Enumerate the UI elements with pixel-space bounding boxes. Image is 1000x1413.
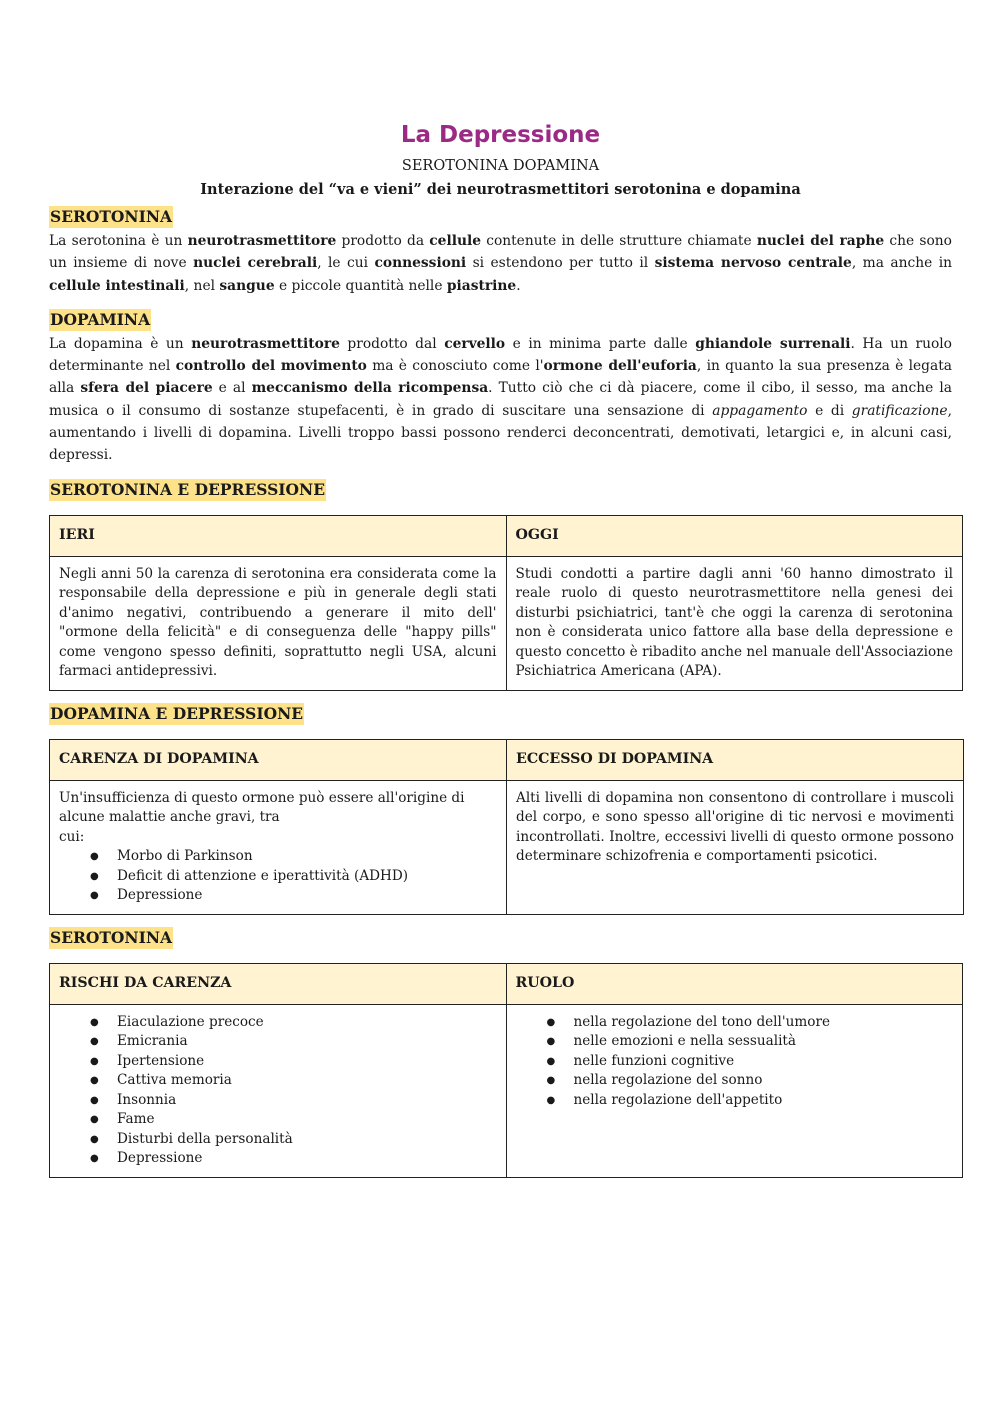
ruolo-list (516, 1013, 954, 1111)
subtitle-2: Interazione del “va e vieni” dei neurotrasmettitori serotonina e dopamina (200, 181, 801, 198)
section-heading-serotonina-depressione: SEROTONINA E DEPRESSIONE (50, 479, 326, 499)
table-cell-eccesso: Alti livelli di dopamina non consentono di controllare i muscoli del corpo, e sono spesso all'origine di tic nervosi e movimenti incontrollati. Inoltre, eccessivi livelli di questo ormone possono determinare schizofrenia e comportamenti psicotici. (507, 780, 964, 914)
list-item: ● nelle emozioni e nella sessualità (547, 1032, 954, 1052)
list-item: ● nella regolazione dell'appetito (547, 1091, 954, 1111)
carenza-intro-cont: cui: (59, 828, 85, 845)
text-run: ma è conosciuto come l' (366, 358, 544, 375)
section-dopamina-depressione (49, 699, 952, 915)
table-cell-carenza (50, 780, 507, 914)
rischi-list (59, 1013, 497, 1169)
table-cell-ieri: Negli anni 50 la carenza di serotonina era considerata come la responsabile della depressione e più in generale degli stati d'animo negativi, contribuendo a generare il mito dell' "ormone della felicità" e di conseguenza delle "happy pills" come vengono spesso definiti, soprattutto negli USA, alcuni farmaci antidepressivi. (50, 556, 507, 690)
list-item: ● Depressione (90, 886, 497, 906)
list-item: ● nelle funzioni cognitive (547, 1052, 954, 1072)
text-run: e piccole quantità nelle (274, 277, 447, 294)
table-rischi-ruolo (49, 963, 963, 1178)
text-run: , in quanto la sua presenza è legata alla (49, 358, 952, 397)
text-run: prodotto da (336, 233, 430, 249)
section-heading-serotonina: SEROTONINA (50, 207, 173, 226)
text-run: gratificazione (851, 402, 948, 419)
carenza-intro: Un'insufficienza di questo ormone può essere all'origine di alcune malattie anche gravi, tra (59, 789, 465, 826)
section-serotonina-rischi (49, 923, 952, 1178)
text-run: La serotonina è un (49, 233, 188, 249)
section-heading-dopamina-depressione: DOPAMINA E DEPRESSIONE (50, 703, 304, 723)
subtitle-1: SEROTONINA DOPAMINA (401, 158, 600, 174)
text-run: sangue (219, 277, 275, 294)
text-run: , aumentando i livelli di dopamina. Livelli troppo bassi possono renderci deconcentrati, demotivati, letargici e, in alcuni casi, depressi. (49, 402, 952, 464)
text-run: neurotrasmettitore (187, 233, 337, 249)
table-header-eccesso: ECCESSO DI DOPAMINA (507, 739, 964, 780)
text-run: cellule intestinali (49, 277, 185, 294)
table-header-ieri: IERI (50, 515, 507, 556)
text-run: neurotrasmettitore (191, 335, 340, 352)
list-item: ● Cattiva memoria (90, 1071, 497, 1091)
dopamina-paragraph (49, 333, 952, 467)
text-run: , le cui (317, 255, 375, 272)
text-run: meccanismo della ricompensa (251, 380, 489, 397)
list-item: ● Insonnia (90, 1091, 497, 1111)
list-item: ● Fame (90, 1110, 497, 1130)
list-item: ● Emicrania (90, 1032, 497, 1052)
text-run: . Ha un ruolo determinante nel (49, 335, 952, 375)
text-run: e al (212, 380, 252, 397)
table-header-oggi: OGGI (506, 515, 963, 556)
carenza-list (59, 847, 497, 906)
table-header-rischi: RISCHI DA CARENZA (50, 963, 507, 1004)
text-run: , nel (184, 277, 220, 294)
table-ieri-oggi (49, 515, 963, 691)
text-run: nuclei del raphe (756, 233, 885, 249)
section-serotonina-depressione (49, 475, 952, 691)
list-item: ● nella regolazione del tono dell'umore (547, 1013, 954, 1033)
table-header-ruolo: RUOLO (506, 963, 963, 1004)
table-carenza-eccesso (49, 739, 964, 915)
table-header-carenza: CARENZA DI DOPAMINA (50, 739, 507, 780)
text-run: . (516, 277, 521, 294)
text-run: cellule (429, 233, 481, 249)
text-run: contenute in delle strutture chiamate (481, 233, 757, 249)
text-run: che sono un insieme di nove (49, 233, 952, 272)
section-dopamina (49, 305, 952, 467)
text-run: e di (807, 402, 852, 419)
text-run: sfera del piacere (80, 380, 213, 397)
text-run: controllo del movimento (175, 358, 367, 375)
list-item: ● Eiaculazione precoce (90, 1013, 497, 1033)
text-run: nuclei cerebrali (193, 255, 318, 272)
table-cell-oggi: Studi condotti a partire dagli anni '60 hanno dimostrato il reale ruolo di questo neurotrasmettitore nella genesi dei disturbi psichiatrici, tant'è che oggi la carenza di serotonina non è considerata unico fattore alla base della depressione e questo concetto è ribadito anche nel manuale dell'Associazione Psichiatrica Americana (APA). (506, 556, 963, 690)
text-run: prodotto dal (339, 335, 445, 352)
text-run: appagamento (712, 402, 808, 419)
list-item: ● Deficit di attenzione e iperattività (ADHD) (90, 867, 497, 887)
list-item: ● Disturbi della personalità (90, 1130, 497, 1150)
list-item: ● Ipertensione (90, 1052, 497, 1072)
section-heading-serotonina-2: SEROTONINA (50, 927, 173, 947)
list-item: ● Morbo di Parkinson (90, 847, 497, 867)
list-item: ● Depressione (90, 1149, 497, 1169)
section-serotonina (49, 202, 952, 297)
text-run: . Tutto ciò che ci dà piacere, come il cibo, il sesso, ma anche la musica o il consumo di sostanze stupefacenti, è in grado di suscitare una sensazione di (49, 380, 952, 419)
document-page (49, 118, 952, 1178)
text-run: piastrine (446, 277, 517, 294)
section-heading-dopamina: DOPAMINA (50, 309, 151, 329)
text-run: La dopamina è un (49, 335, 192, 352)
text-run: ormone dell'euforia (543, 358, 697, 375)
text-run: e in minima parte dalle (505, 335, 696, 352)
text-run: cervello (444, 335, 506, 352)
text-run: si estendono per tutto il (466, 255, 655, 272)
text-run: ghiandole surrenali (695, 335, 851, 352)
table-cell-rischi (50, 1004, 507, 1177)
text-run: , ma anche in (851, 255, 952, 272)
page-title: La Depressione (400, 122, 601, 148)
serotonina-paragraph (49, 230, 952, 297)
list-item: ● nella regolazione del sonno (547, 1071, 954, 1091)
table-cell-ruolo (506, 1004, 963, 1177)
text-run: connessioni (374, 255, 467, 272)
text-run: sistema nervoso centrale (654, 255, 852, 272)
